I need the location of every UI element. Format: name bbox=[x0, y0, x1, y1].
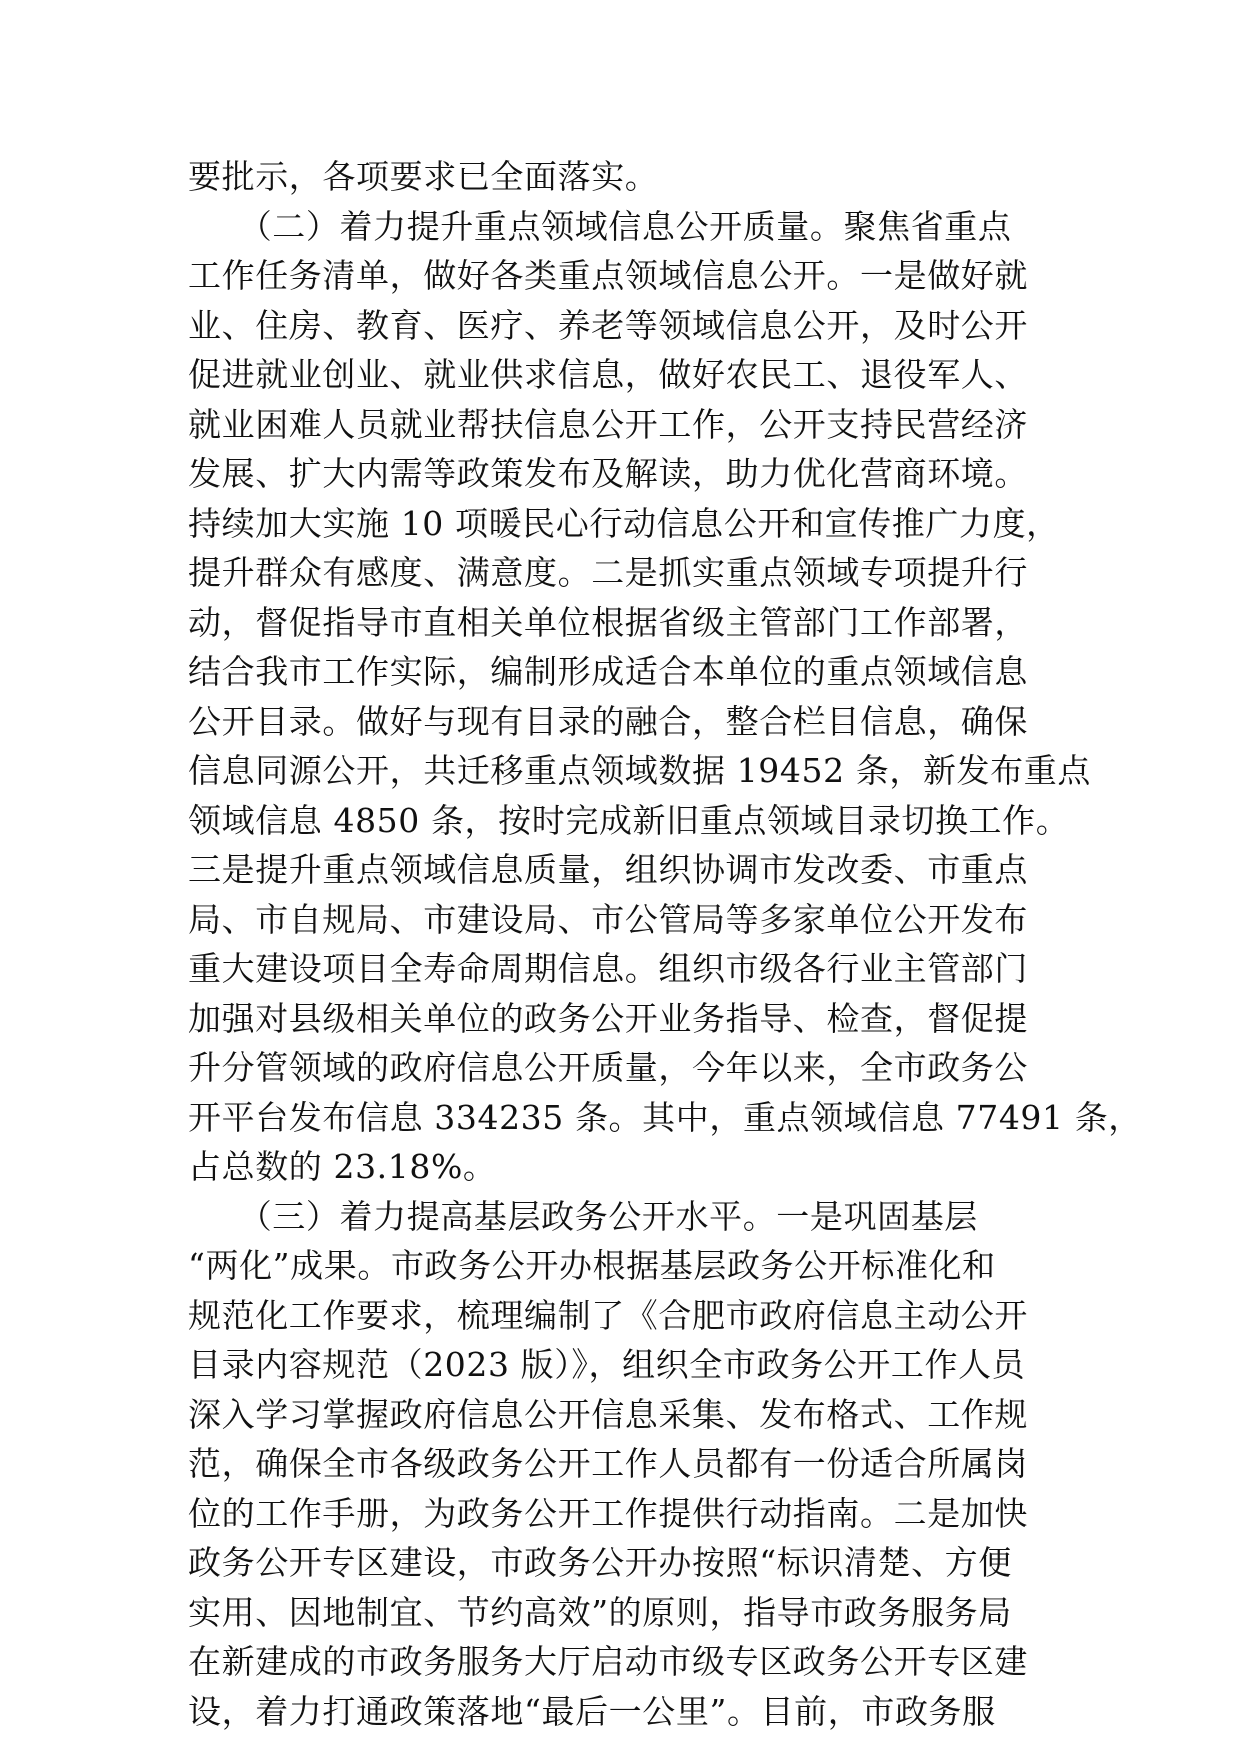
text-line: 深入学习掌握政府信息公开信息采集、发布格式、工作规 bbox=[188, 1394, 1028, 1434]
text-line: 三是提升重点领域信息质量，组织协调市发改委、市重点 bbox=[188, 850, 1028, 889]
text-line: 持续加大实施 10 项暖民心行动信息公开和宣传推广力度， bbox=[188, 503, 1060, 543]
text-line: 业、住房、教育、医疗、养老等领域信息公开，及时公开 bbox=[188, 305, 1028, 345]
text-line: 政务公开专区建设，市政务公开办按照“标识清楚、方便 bbox=[188, 1543, 1012, 1582]
text-line: 占总数的 23.18%。 bbox=[188, 1147, 497, 1186]
text-line: 实用、因地制宜、节约高效”的原则，指导市政务服务局 bbox=[188, 1592, 1012, 1632]
text-line: 加强对县级相关单位的政务公开业务指导、检查，督促提 bbox=[188, 998, 1028, 1038]
text-line: 局、市自规局、市建设局、市公管局等多家单位公开发布 bbox=[188, 899, 1028, 939]
text-line: 目录内容规范（2023 版）》，组织全市政务公开工作人员 bbox=[188, 1345, 1026, 1384]
text-line: 结合我市工作实际，编制形成适合本单位的重点领域信息 bbox=[188, 652, 1028, 691]
text-line: 领域信息 4850 条，按时完成新旧重点领域目录切换工作。 bbox=[188, 800, 1070, 840]
document-body bbox=[188, 152, 1142, 1736]
text-line: “两化”成果。市政务公开办根据基层政务公开标准化和 bbox=[188, 1246, 996, 1285]
text-line: 升分管领域的政府信息公开质量，今年以来，全市政务公 bbox=[188, 1048, 1028, 1087]
text-line: 设，着力打通政策落地“最后一公里”。目前，市政务服 bbox=[188, 1691, 996, 1731]
text-line: 促进就业创业、就业供求信息，做好农民工、退役军人、 bbox=[188, 355, 1028, 394]
text-line: 重大建设项目全寿命周期信息。组织市级各行业主管部门 bbox=[188, 949, 1028, 988]
text-line: 信息同源公开，共迁移重点领域数据 19452 条，新发布重点 bbox=[188, 751, 1091, 790]
text-line: 要批示，各项要求已全面落实。 bbox=[188, 157, 659, 196]
text-line: 在新建成的市政务服务大厅启动市级专区政务公开专区建 bbox=[188, 1642, 1028, 1681]
section-heading-line: （三）着力提高基层政务公开水平。一是巩固基层 bbox=[188, 1196, 978, 1236]
text-line: 范，确保全市各级政务公开工作人员都有一份适合所属岗 bbox=[188, 1444, 1028, 1483]
text-line: 动，督促指导市直相关单位根据省级主管部门工作部署， bbox=[188, 602, 1028, 642]
text-line: 工作任务清单，做好各类重点领域信息公开。一是做好就 bbox=[188, 256, 1028, 295]
section-heading-line: （二）着力提升重点领域信息公开质量。聚焦省重点 bbox=[188, 206, 1012, 246]
text-line: 开平台发布信息 334235 条。其中，重点领域信息 77491 条， bbox=[188, 1097, 1142, 1137]
text-line: 提升群众有感度、满意度。二是抓实重点领域专项提升行 bbox=[188, 553, 1028, 592]
text-line: 发展、扩大内需等政策发布及解读，助力优化营商环境。 bbox=[188, 454, 1028, 493]
text-line: 公开目录。做好与现有目录的融合，整合栏目信息，确保 bbox=[188, 701, 1028, 741]
text-line: 规范化工作要求，梳理编制了《合肥市政府信息主动公开 bbox=[188, 1295, 1028, 1335]
text-line: 位的工作手册，为政务公开工作提供行动指南。二是加快 bbox=[188, 1493, 1028, 1533]
text-line: 就业困难人员就业帮扶信息公开工作，公开支持民营经济 bbox=[188, 404, 1028, 444]
